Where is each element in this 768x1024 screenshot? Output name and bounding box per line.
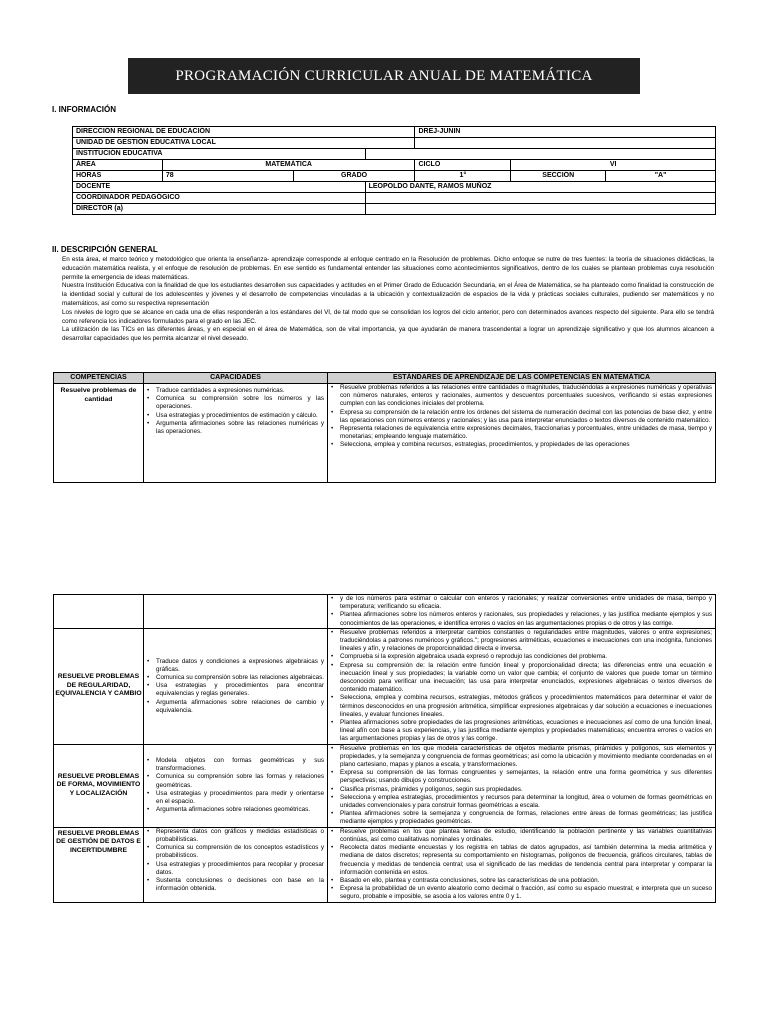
capacidad-item: • Comunica su comprensión de los conceptos estadísticos y probabilísticos. (144, 844, 327, 860)
table-row (54, 628, 716, 744)
section-heading-info: I. INFORMACIÓN (52, 105, 116, 114)
grado-value: 1° (415, 171, 511, 182)
director-value (365, 204, 715, 215)
estandar-item: • Basado en ello, plantea y contrasta conclusiones, sobre las características de una población. (328, 877, 715, 885)
estandar-item: • Expresa su comprensión de la relación entre los órdenes del sistema de numeración decimal con las potencias de base diez, y entre las operaciones con números enteros y racionales; y las usa para interpretar enunciados o textos diversos de contenido matemático. (328, 409, 715, 425)
header-capacidades: CAPACIDADES (144, 373, 328, 384)
coordinador-value (365, 193, 715, 204)
estandares-cell (328, 744, 716, 827)
page-2-region (0, 594, 768, 1024)
estandar-item: • Expresa su comprensión de las formas congruentes y semejantes, la relación entre una forma geométrica y sus diferentes perspectivas; usando dibujos y construcciones. (328, 769, 715, 785)
description-text (62, 256, 714, 344)
coordinador-label: COORDINADOR PEDAGÓGICO (73, 193, 366, 204)
ugel-label: UNIDAD DE GESTIÓN EDUCATIVA LOCAL (73, 138, 415, 149)
estandar-item: • Comprueba si la expresión algebraica usada expresó o reprodujo las condiciones del problema. (328, 653, 715, 661)
estandares-cell (328, 384, 716, 483)
competence-name: RESUELVE PROBLEMAS DE FORMA, MOVIMIENTO Y LOCALIZACIÓN (54, 744, 144, 827)
info-row-ugel (73, 138, 716, 149)
area-value: MATEMÁTICA (162, 160, 415, 171)
capacidad-item: • Argumenta afirmaciones sobre las relaciones numéricas y las operaciones. (144, 420, 327, 436)
capacidades-cell (144, 384, 328, 483)
competence-name-empty (54, 595, 144, 629)
table-row-continuation (54, 595, 716, 629)
capacidad-item: • Argumenta afirmaciones sobre relaciones de cambio y equivalencia. (144, 699, 327, 715)
ie-value (365, 149, 715, 160)
estandares-cell (328, 595, 716, 629)
ciclo-value: VI (511, 160, 716, 171)
table-row (54, 384, 716, 483)
estandar-item: • Resuelve problemas referidos a las relaciones entre cantidades o magnitudes, traduciéndolas a expresiones numéricas y operativas con números naturales, enteros y racionales, aumentos y descuentos porcentuales sucesivos, verificando si estas expresiones cumplen con las condiciones iniciales del problema. (328, 384, 715, 409)
estandar-item: • Plantea afirmaciones sobre la semejanza y congruencia de formas, relaciones entre áreas de formas geométricas; las justifica mediante ejemplos y propiedades geométricas. (328, 810, 715, 826)
description-paragraph: Nuestra Institución Educativa con la finalidad de que los estudiantes desarrollen sus capacidades y actitudes en el Primer Grado de Educación Secundaria, en el Área de Matemática, se ha planteado como finalidad la construcción de la identidad social y cultural de los adolescentes y jóvenes y el desarrollo de competencias vinculadas a la ubicación y contextualización de espacios de la vida y prácticas sociales culturales, pudiendo ser matemáticos y no matemáticos, así como su respectiva representación (62, 282, 714, 307)
info-row-dre (73, 127, 716, 138)
estandar-item: • Selecciona, emplea y combina recursos, estrategias, métodos gráficos y procedimientos matemáticos para determinar el valor de términos desconocidos en una progresión aritmética, simplificar expresiones algebraicas y dar solución a ecuaciones e inecuaciones lineales, y evaluar funciones lineales. (328, 694, 715, 719)
capacidad-item: • Comunica su comprensión sobre las formas y relaciones geométricas. (144, 773, 327, 789)
estandar-item: • Clasifica prismas, pirámides y polígonos, según sus propiedades. (328, 786, 715, 794)
estandar-item: • Selecciona, emplea y combina recursos, estrategias, procedimientos, y propiedades de las operaciones (328, 441, 715, 449)
estandar-item: • Expresa la probabilidad de un evento aleatorio como decimal o fracción, así como su espacio muestral; e interpreta que un suceso seguro, probable e imposible, se asocia a los valores entre 0 y 1. (328, 885, 715, 901)
area-label: ÁREA (73, 160, 163, 171)
capacidad-item: • Traduce datos y condiciones a expresiones algebraicas y gráficas. (144, 658, 327, 674)
info-row-docente (73, 182, 716, 193)
capacidad-item: • Comunica su comprensión sobre las relaciones algebraicas. (144, 674, 327, 682)
estandares-cell (328, 628, 716, 744)
estandar-item: • Recolecta datos mediante encuestas y los registra en tablas de datos agrupados, así también determina la media aritmética y mediana de datos discretos; representa su comportamiento en histogramas, polígonos de frecuencia, gráficos circulares, tablas de frecuencia y medidas de tendencia central; usa el significado de las medidas de tendencia central para interpretar y comparar la información contenida en estos. (328, 844, 715, 877)
horas-value: 78 (162, 171, 293, 182)
dre-value: DREJ-JUNIN (415, 127, 716, 138)
capacidad-item: • Argumenta afirmaciones sobre relaciones geométricas. (144, 806, 327, 814)
estandar-continuation: • y de los números para estimar o calcular con enteros y racionales; y realizar conversiones entre unidades de masa, tiempo y temperatura; verificando su eficacia. (328, 595, 715, 611)
estandar-item: • Plantea afirmaciones sobre propiedades de las progresiones aritméticas, ecuaciones e inecuaciones así como de una función lineal, lineal afín con base a sus experiencias, y las justifica mediante ejemplos y propiedades matemáticas; encuentra errores o vacíos en las argumentaciones propias y las de otros y las corrige. (328, 719, 715, 744)
competence-name: RESUELVE PROBLEMAS DE REGULARIDAD, EQUIVALENCIA Y CAMBIO (54, 628, 144, 744)
capacidades-cell-empty (144, 595, 328, 629)
estandar-item: • Resuelve problemas en los que plantea temas de estudio, identificando la población pertinente y las variables cuantitativas continúas, así como cualitativas nominales y ordinales. (328, 828, 715, 844)
info-row-coordinador (73, 193, 716, 204)
table-row (54, 744, 716, 827)
info-row-ie (73, 149, 716, 160)
competence-name: Resuelve problemas de cantidad (54, 384, 144, 483)
director-label: DIRECTOR (a) (73, 204, 366, 215)
capacidad-item: • Usa estrategias y procedimientos para recopilar y procesar datos. (144, 861, 327, 877)
ie-label: INSTITUCIÓN EDUCATIVA (73, 149, 366, 160)
capacidad-item: • Usa estrategias y procedimientos de estimación y cálculo. (144, 412, 327, 420)
horas-label: HORAS (73, 171, 163, 182)
capacidades-cell (144, 827, 328, 902)
estandares-cell (328, 827, 716, 902)
dre-label: DIRECCIÓN REGIONAL DE EDUCACIÓN (73, 127, 415, 138)
estandar-item: • Resuelve problemas en los que modela características de objetos mediante prismas, pirámides y polígonos, sus elementos y propiedades, y la semejanza y congruencia de formas geométricas; así como la ubicación y movimiento mediante coordenadas en el plano cartesiano, mapas y planos a escala, y transformaciones. (328, 745, 715, 770)
capacidad-item: • Usa estrategias y procedimientos para encontrar equivalencias y reglas generales. (144, 682, 327, 698)
seccion-label: SECCIÓN (511, 171, 606, 182)
description-paragraph: La utilización de las TICs en las diferentes áreas, y en especial en el área de Matemática, son de vital importancia, ya que ayudarán de manera trascendental a lograr un aprendizaje significativo y que los alumnos alcancen a desarrollar capacidades que les permita alcanzar el nivel deseado. (62, 326, 714, 343)
capacidad-item: • Usa estrategias y procedimientos para medir y orientarse en el espacio. (144, 790, 327, 806)
info-table (72, 126, 716, 215)
info-row-area (73, 160, 716, 171)
ugel-value (415, 138, 716, 149)
header-competencias: COMPETENCIAS (54, 373, 144, 384)
capacidad-item: • Modela objetos con formas geométricas y sus transformaciones. (144, 757, 327, 773)
estandar-item: • Expresa su comprensión de: la relación entre función lineal y proporcionalidad directa; las diferencias entre una ecuación e inecuación lineal y sus propiedades; la variable como un valor que cambia; el conjunto de valores que puede tomar un término desconocido para verificar una inecuación; las usa para interpretar enunciados, expresiones algebraicas o textos diversos de contenido matemático. (328, 662, 715, 695)
docente-label: DOCENTE (73, 182, 366, 193)
estandar-item: • Representa relaciones de equivalencia entre expresiones decimales, fraccionarias y porcentuales, entre unidades de masa, tiempo y monetarias; empleando lenguaje matemático. (328, 425, 715, 441)
section-heading-description: II. DESCRIPCIÓN GENERAL (52, 245, 158, 254)
info-row-horas (73, 171, 716, 182)
capacidades-cell (144, 628, 328, 744)
capacidad-item: • Sustenta conclusiones o decisiones con base en la información obtenida. (144, 877, 327, 893)
table-row (54, 827, 716, 902)
capacidad-item: • Representa datos con gráficos y medidas estadísticas o probabilísticas. (144, 828, 327, 844)
capacidades-cell (144, 744, 328, 827)
grado-label: GRADO (293, 171, 415, 182)
competencias-table-2 (53, 594, 716, 903)
table-header-row (54, 373, 716, 384)
description-paragraph: Los niveles de logro que se alcance en cada una de ellas responderán a los estándares del VI, de tal modo que se consolidan los logros del ciclo anterior, pero con determinados avances respecto del siguiente. Para ello se tendrá como referencia los indicadores formulados para el grado en las JEC. (62, 308, 714, 325)
seccion-value: "A" (606, 171, 716, 182)
competencias-table-1 (53, 372, 716, 483)
docente-value: LEOPOLDO DANTE, RAMOS MUÑOZ (365, 182, 715, 193)
capacidad-item: • Traduce cantidades a expresiones numéricas. (144, 387, 327, 395)
estandar-item: • Plantea afirmaciones sobre los números enteros y racionales, sus propiedades y relaciones, y las justifica mediante ejemplos y sus conocimientos de las operaciones, e identifica errores o vacíos en las argumentaciones propias o de otros y las corrige. (328, 611, 715, 627)
ciclo-label: CICLO (415, 160, 511, 171)
capacidad-item: • Comunica su comprensión sobre los números y las operaciones. (144, 395, 327, 411)
description-paragraph: En esta área, el marco teórico y metodológico que orienta la enseñanza- aprendizaje corresponde al enfoque centrado en la Resolución de problemas. Dicho enfoque se nutre de tres fuentes: la teoría de situaciones didácticas, la educación matemática realista, y el enfoque de resolución de problemas. En ese sentido es fundamental entender las situaciones como acontecimientos significativos, dentro de los cuales se plantean problemas cuya resolución permite la emergencia de ideas matemáticas. (62, 256, 714, 281)
document-title: PROGRAMACIÓN CURRICULAR ANUAL DE MATEMÁTICA (128, 58, 640, 94)
estandar-item: • Selecciona y emplea estrategias, procedimientos y recursos para determinar la longitud, área o volumen de formas geométricas en unidades convencionales y para construir formas geométricas a escala. (328, 794, 715, 810)
competence-name: RESUELVE PROBLEMAS DE GESTIÓN DE DATOS E INCERTIDUMBRE (54, 827, 144, 902)
info-row-director (73, 204, 716, 215)
estandar-item: • Resuelve problemas referidos a interpretar cambios constantes o regularidades entre magnitudes, valores o entre expresiones; traduciéndolas a patrones numéricos y gráficos."; progresiones aritméticas, ecuaciones e inecuaciones con una incógnita, funciones lineales y afín, y relaciones de proporcionalidad directa e inversa. (328, 629, 715, 654)
header-estandares: ESTÁNDARES DE APRENDIZAJE DE LAS COMPETENCIAS EN MATEMÁTICA (328, 373, 716, 384)
